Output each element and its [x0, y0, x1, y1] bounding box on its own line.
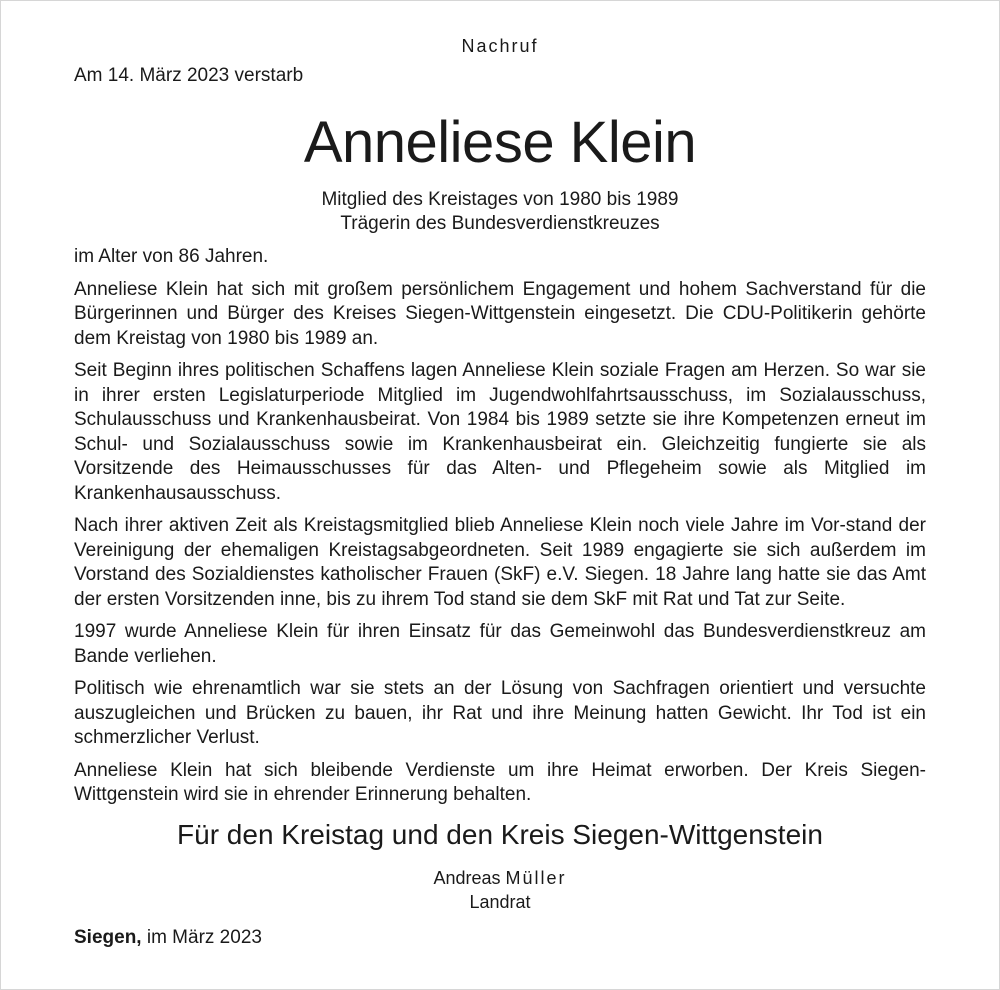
signer-block	[0, 866, 1000, 914]
role-line: Trägerin des Bundesverdienstkreuzes	[340, 213, 660, 234]
place-city: Siegen,	[74, 927, 142, 948]
signer-last-name: Müller	[505, 868, 567, 888]
signer-name	[0, 866, 1000, 890]
age-line: im Alter von 86 Jahren.	[74, 246, 269, 267]
body-paragraph: Anneliese Klein hat sich mit großem persönlichem Engagement und hohem Sachverstand für die Bürgerinnen und Bürger des Kreises Siegen-Wittgenstein eingesetzt. Die CDU-Politikerin gehörte dem Kreistag von 1980 bis 1989 an.	[74, 278, 926, 349]
obituary-body	[74, 245, 926, 816]
place-date-line	[74, 927, 262, 949]
body-paragraph: Seit Beginn ihres politischen Schaffens lagen Anneliese Klein soziale Fragen am Herzen. So war sie in ihrer ersten Legislaturperiode Mitglied im Jugendwohlfahrtsausschuss, im Sozialausschuss, Schulausschuss und Krankenhausbeirat. Von 1984 bis 1989 setzte sie ihre Kompetenzen erneut im Schul- und Sozialausschuss sowie im Krankenhausbeirat ein. Gleichzeitig fungierte sie als Vorsitzende des Heimausschusses für das Alten- und Pflegeheim sowie als Mitglied im Krankenhausausschuss.	[74, 360, 926, 504]
signing-organization: Für den Kreistag und den Kreis Siegen-Wittgenstein	[177, 819, 823, 850]
signer-first-name: Andreas	[433, 868, 501, 888]
signer-title: Landrat	[469, 892, 531, 912]
intro-line: Am 14. März 2023 verstarb	[74, 65, 304, 86]
body-paragraph: Anneliese Klein hat sich bleibende Verdienste um ihre Heimat erworben. Der Kreis Siegen-Wittgenstein wird sie in ehrender Erinnerung behalten.	[74, 759, 926, 805]
body-paragraph: 1997 wurde Anneliese Klein für ihren Einsatz für das Gemeinwohl das Bundesverdienstkreuz am Bande verliehen.	[74, 621, 926, 667]
body-paragraph: Politisch wie ehrenamtlich war sie stets an der Lösung von Sachfragen orientiert und versuchte auszugleichen und Brücken zu bauen, ihr Rat und ihre Meinung hatten Gewicht. Ihr Tod ist ein schmerzlicher Verlust.	[74, 678, 926, 748]
roles-block	[0, 188, 1000, 236]
place-date: im März 2023	[146, 927, 262, 948]
notice-header: Nachruf	[461, 36, 539, 56]
deceased-name: Anneliese Klein	[303, 110, 697, 175]
role-line: Mitglied des Kreistages von 1980 bis 1989	[321, 189, 679, 210]
body-paragraph: Nach ihrer aktiven Zeit als Kreistagsmitglied blieb Anneliese Klein noch viele Jahre im Vor-stand der Vereinigung der ehemaligen Kreistagsabgeordneten. Seit 1989 engagierte sie sich außerdem im Vorstand des Sozialdienstes katholischer Frauen (SkF) e.V. Siegen. 18 Jahre lang hatte sie das Amt der ersten Vorsitzenden inne, bis zu ihrem Tod stand sie dem SkF mit Rat und Tat zur Seite.	[74, 515, 926, 610]
